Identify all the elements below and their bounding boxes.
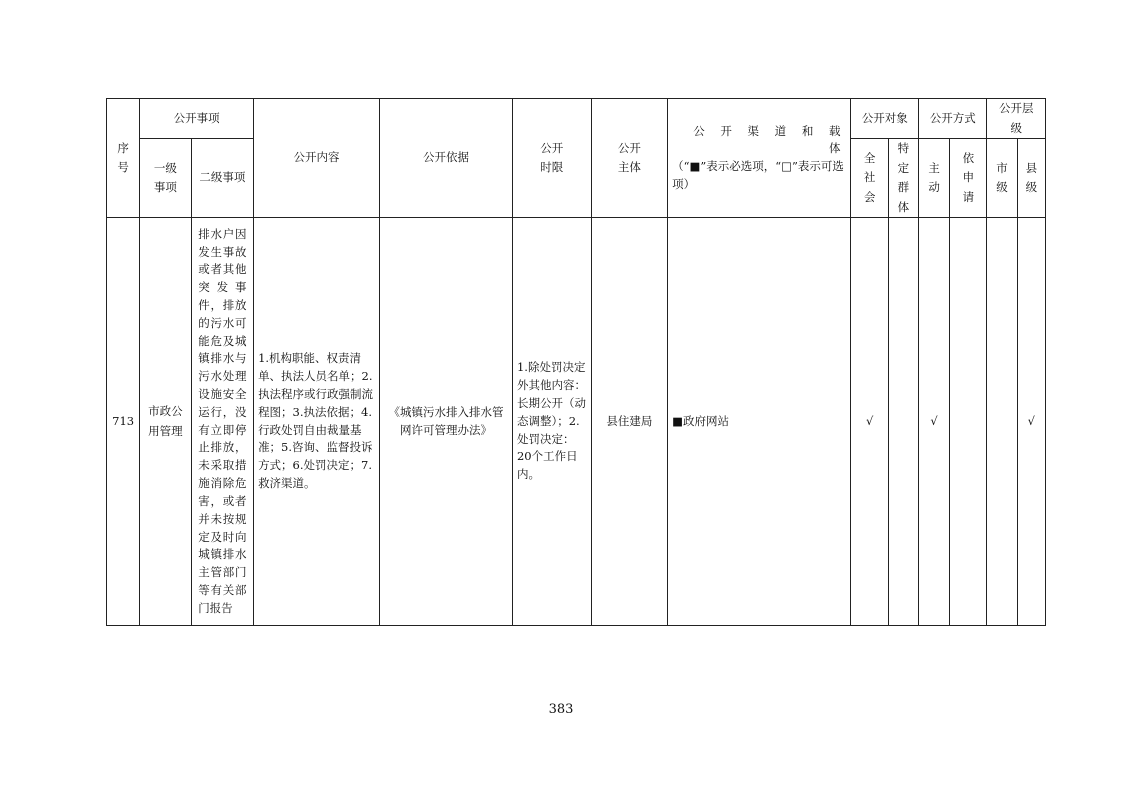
row-level1: 市政公用管理 bbox=[140, 218, 191, 626]
row-level-county: √ bbox=[1017, 218, 1045, 626]
table-row bbox=[107, 218, 1046, 626]
row-channel: ■政府网站 bbox=[668, 218, 851, 626]
header-method-request: 依申请 bbox=[950, 139, 987, 218]
header-method-group: 公开方式 bbox=[918, 99, 986, 139]
header-basis: 公开依据 bbox=[380, 99, 513, 218]
row-content: 1.机构职能、权责清单、执法人员名单；2.执法程序或行政强制流程图；3.执法依据；4.行政处罚自由裁量基准；5.咨询、监督投诉方式；6.处罚决定；7.救济渠道。 bbox=[254, 218, 380, 626]
header-target-group: 公开对象 bbox=[851, 99, 918, 139]
row-target-all: √ bbox=[851, 218, 888, 626]
header-item-group: 公开事项 bbox=[140, 99, 254, 139]
row-target-specific bbox=[888, 218, 918, 626]
header-level2: 二级事项 bbox=[191, 139, 253, 218]
row-seq: 713 bbox=[107, 218, 140, 626]
header-target-specific: 特定群体 bbox=[888, 139, 918, 218]
header-content: 公开内容 bbox=[254, 99, 380, 218]
row-basis: 《城镇污水排入排水管网许可管理办法》 bbox=[380, 218, 513, 626]
page-number: 383 bbox=[548, 702, 574, 717]
row-method-request bbox=[950, 218, 987, 626]
header-time-limit: 公开时限 bbox=[512, 99, 591, 218]
channel-title: 公 开 渠 道 和 载 体 bbox=[693, 123, 847, 156]
header-level-city: 市级 bbox=[987, 139, 1017, 218]
row-time-limit: 1.除处罚决定外其他内容：长期公开（动态调整）；2.处罚决定：20个工作日内。 bbox=[512, 218, 591, 626]
row-level-city bbox=[987, 218, 1017, 626]
row-subject: 县住建局 bbox=[591, 218, 668, 626]
header-method-active: 主动 bbox=[918, 139, 949, 218]
header-seq: 序号 bbox=[107, 99, 140, 218]
header-target-all: 全社会 bbox=[851, 139, 888, 218]
header-level-group: 公开层级 bbox=[987, 99, 1046, 139]
header-level1: 一级事项 bbox=[140, 139, 191, 218]
channel-note: （“■”表示必选项，“□”表示可选项） bbox=[672, 159, 844, 191]
row-method-active: √ bbox=[918, 218, 949, 626]
disclosure-table bbox=[106, 98, 1046, 626]
header-channel bbox=[668, 99, 851, 218]
header-subject: 公开主体 bbox=[591, 99, 668, 218]
row-level2: 排水户因发生事故或者其他突发事件，排放的污水可能危及城镇排水与污水处理设施安全运行，没有立即停止排放，未采取措施消除危害，或者并未按规定及时向城镇排水主管部门等有关部门报告 bbox=[191, 218, 253, 626]
header-level-county: 县级 bbox=[1017, 139, 1045, 218]
